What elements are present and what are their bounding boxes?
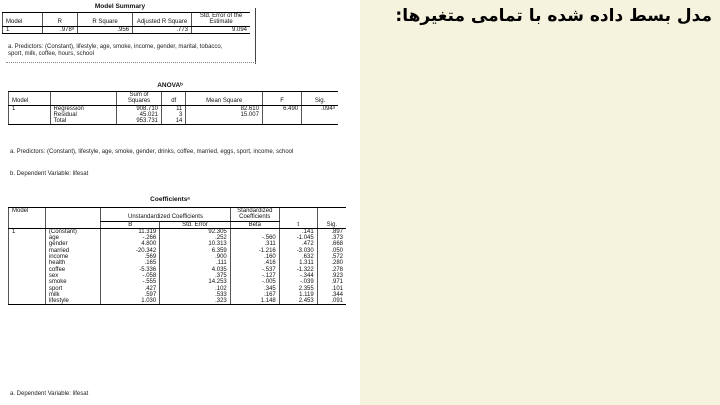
coef-cell: 1.119	[279, 292, 317, 298]
co-h-sig: Sig.	[317, 208, 346, 229]
coef-cell: 4.800	[101, 241, 160, 247]
an-cell: 953.731	[117, 118, 162, 125]
coef-cell: -.537	[230, 267, 279, 273]
an-cell	[262, 118, 301, 125]
coef-cell: 14.253	[160, 279, 231, 285]
an-cell: 14	[162, 118, 186, 125]
coef-cell: health	[45, 260, 100, 266]
coef-cell: 6.359	[160, 248, 231, 254]
coef-cell: -.058	[101, 273, 160, 279]
coef-cell: -.005	[230, 279, 279, 285]
coef-cell: coffee	[45, 267, 100, 273]
an-h-model: Model	[9, 92, 51, 106]
coef-cell: -.039	[279, 279, 317, 285]
coef-cell: .344	[317, 292, 346, 298]
an-h-blank	[50, 92, 116, 106]
coef-cell: 10.313	[160, 241, 231, 247]
an-h-df: df	[162, 92, 186, 106]
coef-cell: .373	[317, 235, 346, 241]
an-cell: 1	[9, 105, 51, 112]
coef-cell: .101	[317, 286, 346, 292]
table-row	[9, 118, 339, 125]
coef-cell: .311	[230, 241, 279, 247]
coef-cell: gender	[45, 241, 100, 247]
ms-adjrsq: .773	[133, 26, 192, 33]
coef-cell: sport	[45, 286, 100, 292]
coefficients-note: a. Dependent Variable: lifesat	[10, 391, 89, 397]
co-h-t: t	[279, 208, 317, 229]
co-group-std: Standardized Coefficients	[230, 208, 279, 222]
coefficients-table	[8, 207, 346, 305]
co-group-unstd: Unstandardized Coefficients	[101, 208, 231, 222]
ms-model: 1	[3, 26, 43, 33]
model-summary-caption: Model Summary	[94, 3, 146, 10]
an-cell	[186, 118, 263, 125]
ms-r: .978ᵃ	[42, 26, 77, 33]
coef-cell: .280	[317, 260, 346, 266]
an-cell: .094ᵃ	[302, 105, 338, 112]
coef-cell: .416	[230, 260, 279, 266]
panel-divider	[255, 8, 256, 64]
ms-rsq: .956	[78, 26, 133, 33]
coefficients-body	[9, 228, 347, 305]
dotted-separator	[6, 62, 256, 63]
coef-cell: smoke	[45, 279, 100, 285]
coef-cell: 1.311	[279, 260, 317, 266]
model-summary-table	[2, 12, 250, 34]
coef-cell: .427	[101, 286, 160, 292]
coef-cell: -3.030	[279, 248, 317, 254]
coef-cell: .375	[160, 273, 231, 279]
an-cell: 45.021	[117, 112, 162, 118]
coef-cell: .141	[279, 228, 317, 235]
an-cell: 3	[162, 112, 186, 118]
table-row	[9, 228, 347, 235]
coef-cell: -20.342	[101, 248, 160, 254]
coef-cell: married	[45, 248, 100, 254]
ms-note: a. Predictors: (Constant), lifestyle, age, smoke, income, gender, marital, tobacco, sport, milk, coffee, hours, school	[8, 44, 223, 57]
ms-h-stderr: Std. Error of the Estimate	[192, 13, 251, 27]
an-h-f: F	[262, 92, 301, 106]
coef-cell: -1.216	[230, 248, 279, 254]
slide-text-panel	[360, 0, 720, 405]
coef-cell: .971	[317, 279, 346, 285]
coef-cell: 1	[9, 228, 46, 235]
coef-cell: .278	[317, 267, 346, 273]
ms-h-r: R	[42, 13, 77, 27]
an-h-ms: Mean Square	[186, 92, 263, 106]
coef-cell: .345	[230, 286, 279, 292]
coef-cell: income	[45, 254, 100, 260]
coef-cell: .111	[160, 260, 231, 266]
coef-cell: age	[45, 235, 100, 241]
coef-cell: .923	[317, 273, 346, 279]
anova-note-a: a. Predictors: (Constant), lifestyle, age, smoke, gender, drinks, coffee, married, eggs, sport, income, school	[10, 149, 294, 155]
ms-h-rsq: R Square	[78, 13, 133, 27]
coef-cell	[230, 228, 279, 235]
coef-cell: 11.319	[101, 228, 160, 235]
coef-cell: .091	[317, 298, 346, 305]
coef-cell: .597	[101, 292, 160, 298]
an-cell: Residual	[50, 112, 116, 118]
coef-cell: -.127	[230, 273, 279, 279]
ms-h-adjrsq: Adjusted R Square	[133, 13, 192, 27]
coef-cell: sex	[45, 273, 100, 279]
an-cell: 908.710	[117, 105, 162, 112]
an-cell: Total	[50, 118, 116, 125]
table-row	[9, 298, 347, 305]
ms-h-model: Model	[3, 13, 43, 27]
co-h-beta: Beta	[230, 221, 279, 228]
coef-cell: .632	[279, 254, 317, 260]
coef-cell: .533	[160, 292, 231, 298]
coef-cell	[9, 298, 46, 305]
coef-cell: -5.336	[101, 267, 160, 273]
coefficients-caption: Coefficientsᵃ	[150, 196, 190, 203]
an-cell: 6.490	[262, 105, 301, 112]
anova-table	[8, 91, 338, 125]
an-cell: 82.610	[186, 105, 263, 112]
an-cell	[302, 118, 338, 125]
coef-cell: -1.322	[279, 267, 317, 273]
slide-title: مدل بسط داده شده با تمامی متغیرها:	[395, 6, 712, 26]
coef-cell: 4.035	[160, 267, 231, 273]
coef-cell: .668	[317, 241, 346, 247]
coef-cell: .167	[230, 292, 279, 298]
co-h-stderr: Std. Error	[160, 221, 231, 228]
coef-cell: milk	[45, 292, 100, 298]
coef-cell: .102	[160, 286, 231, 292]
co-h-model: Model	[9, 208, 46, 229]
coef-cell: .050	[317, 248, 346, 254]
coef-cell: .160	[230, 254, 279, 260]
coef-cell: .252	[160, 235, 231, 241]
an-cell: Regression	[50, 105, 116, 112]
co-h-b: B	[101, 221, 160, 228]
ms-stderr: 9.094	[192, 26, 251, 33]
coef-cell: .472	[279, 241, 317, 247]
coef-cell: 2.355	[279, 286, 317, 292]
coef-cell: 1.030	[101, 298, 160, 305]
an-h-ss: Sum of Squares	[117, 92, 162, 106]
coef-cell: 2.453	[279, 298, 317, 305]
coef-cell: .900	[160, 254, 231, 260]
coef-cell: -.555	[101, 279, 160, 285]
anova-caption: ANOVAᵇ	[157, 82, 183, 89]
coef-cell: -.560	[230, 235, 279, 241]
coef-cell: .165	[101, 260, 160, 266]
coef-cell: -1.045	[279, 235, 317, 241]
coef-cell: .569	[101, 254, 160, 260]
an-cell: 15.007	[186, 112, 263, 118]
coef-cell: .897	[317, 228, 346, 235]
anova-note-b: b. Dependent Variable: lifesat	[10, 171, 89, 177]
coef-cell: 1.148	[230, 298, 279, 305]
coef-cell: .323	[160, 298, 231, 305]
coef-cell: (Constant)	[45, 228, 100, 235]
coef-cell: .572	[317, 254, 346, 260]
coef-cell: lifestyle	[45, 298, 100, 305]
an-cell: 11	[162, 105, 186, 112]
co-h-blank	[45, 208, 100, 229]
coef-cell: -.344	[279, 273, 317, 279]
coef-cell: 92.305	[160, 228, 231, 235]
an-cell	[9, 118, 51, 125]
coef-cell: -.266	[101, 235, 160, 241]
table-row	[9, 105, 339, 112]
an-h-sig: Sig.	[302, 92, 338, 106]
